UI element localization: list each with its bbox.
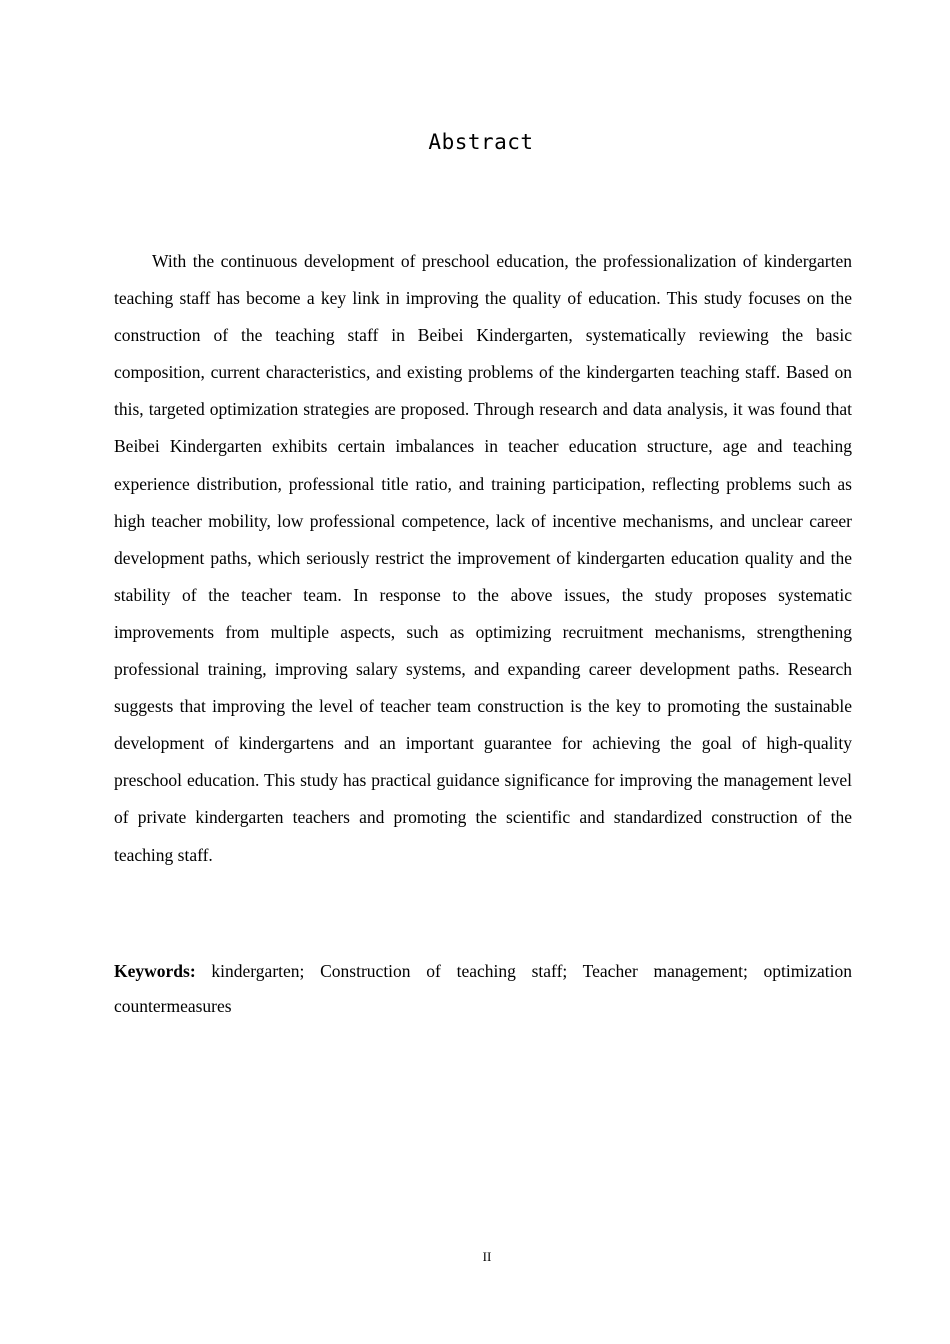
abstract-body-paragraph: With the continuous development of preschool education, the professionalization of kindergarten teaching staff has become a key link in improving the quality of education. This study focuses on the construction of the teaching staff in Beibei Kindergarten, systematically reviewing the basic composition, current characteristics, and existing problems of the kindergarten teaching staff. Based on this, targeted optimization strategies are proposed. Through research and data analysis, it was found that Beibei Kindergarten exhibits certain imbalances in teacher education structure, age and teaching experience distribution, professional title ratio, and training participation, reflecting problems such as high teacher mobility, low professional competence, lack of incentive mechanisms, and unclear career development paths, which seriously restrict the improvement of kindergarten education quality and the stability of the teacher team. In response to the above issues, the study proposes systematic improvements from multiple aspects, such as optimizing recruitment mechanisms, strengthening professional training, improving salary systems, and expanding career development paths. Research suggests that improving the level of teacher team construction is the key to promoting the sustainable development of kindergartens and an important guarantee for achieving the goal of high-quality preschool education. This study has practical guidance significance for improving the management level of private kindergarten teachers and promoting the scientific and standardized construction of the teaching staff. bbox=[114, 251, 852, 865]
abstract-title: Abstract bbox=[428, 130, 534, 154]
keywords-label: Keywords: bbox=[114, 961, 196, 981]
keywords-text: kindergarten; Construction of teaching staff; Teacher management; optimization countermeasures bbox=[114, 961, 852, 1016]
page-number: II bbox=[482, 1249, 492, 1264]
keywords-paragraph bbox=[114, 954, 852, 1024]
